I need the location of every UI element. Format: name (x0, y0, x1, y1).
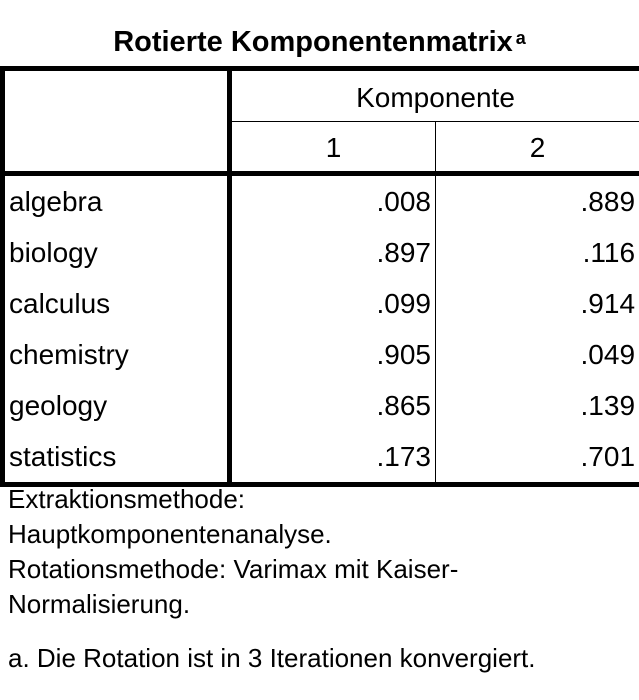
table-row (3, 329, 639, 380)
cell-value: .897 (230, 227, 436, 278)
table-title (0, 22, 639, 62)
row-label: calculus (3, 278, 230, 329)
table-row (3, 380, 639, 431)
title-footnote-marker: a (515, 28, 526, 48)
footnote-line: Extraktionsmethode: (8, 484, 246, 514)
column-header-2: 2 (436, 122, 639, 174)
footnote-line: Rotationsmethode: Varimax mit Kaiser- (8, 554, 459, 584)
component-group-header: Komponente (230, 69, 639, 122)
corner-cell (3, 69, 230, 174)
title-text: Rotierte Komponentenmatrix (113, 26, 513, 58)
cell-value: .116 (436, 227, 639, 278)
row-label: biology (3, 227, 230, 278)
table-row (3, 431, 639, 485)
cell-value: .049 (436, 329, 639, 380)
table-row (3, 174, 639, 228)
column-header-1: 1 (230, 122, 436, 174)
cell-value: .905 (230, 329, 436, 380)
row-label: chemistry (3, 329, 230, 380)
cell-value: .099 (230, 278, 436, 329)
cell-value: .889 (436, 174, 639, 228)
footnote-a: a. Die Rotation ist in 3 Iterationen konvergiert. (8, 643, 536, 673)
component-matrix-table (0, 66, 639, 487)
table-row (3, 278, 639, 329)
footnote-line: Hauptkomponentenanalyse. (8, 519, 332, 549)
cell-value: .701 (436, 431, 639, 485)
row-label: algebra (3, 174, 230, 228)
table-row (3, 227, 639, 278)
table-footnotes (8, 482, 639, 676)
header-row-group (3, 69, 639, 122)
row-label: geology (3, 380, 230, 431)
footnote-spacer (8, 622, 639, 641)
cell-value: .914 (436, 278, 639, 329)
cell-value: .173 (230, 431, 436, 485)
cell-value: .865 (230, 380, 436, 431)
cell-value: .008 (230, 174, 436, 228)
cell-value: .139 (436, 380, 639, 431)
footnote-line: Normalisierung. (8, 589, 191, 619)
row-label: statistics (3, 431, 230, 485)
